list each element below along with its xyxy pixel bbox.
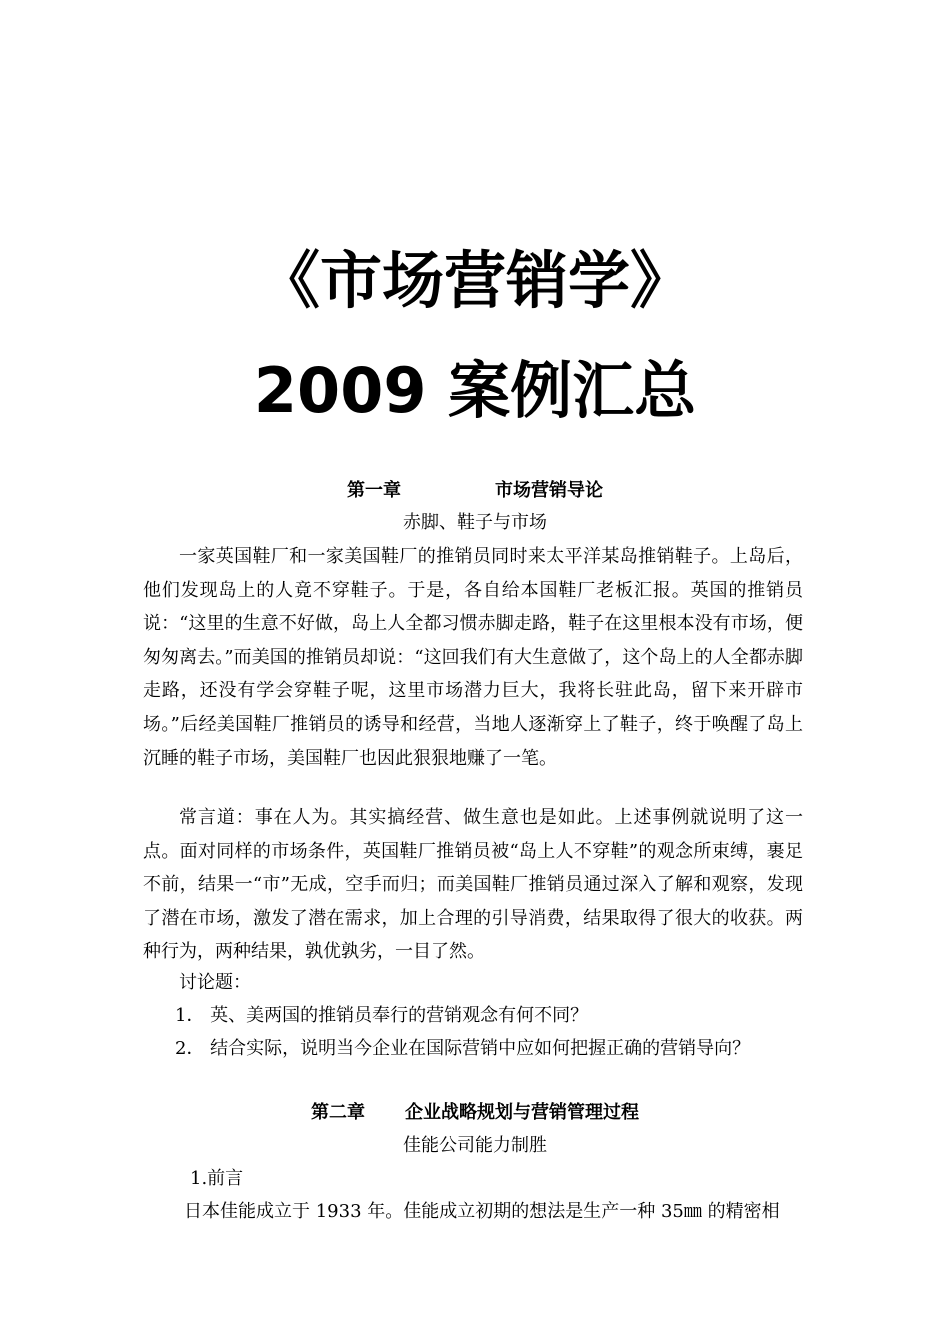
chapter-1-number: 第一章 [347,480,401,501]
chapter-2-name: 企业战略规划与营销管理过程 [405,1102,639,1123]
chapter-2-first-line: 日本佳能成立于 1933 年。佳能成立初期的想法是生产一种 35㎜ 的精密相 [184,1201,780,1222]
chapter-2-section-heading: 1.前言 [190,1168,244,1189]
chapter-2-number: 第二章 [311,1102,365,1123]
document-title-line-2: 2009 案例汇总 [253,354,697,427]
document-title-line-1: 《市场营销学》 [257,244,692,317]
chapter-2-heading [0,1104,950,1122]
discussion-question-1: 1． 英、美两国的推销员奉行的营销观念有何不同？ [175,1005,589,1026]
chapter-1-case-title: 赤脚、鞋子与市场 [403,512,547,533]
chapter-1-paragraph-2: 常言道：事在人为。其实搞经营、做生意也是如此。上述事例就说明了这一点。面对同样的市场条件，英国鞋厂推销员被“岛上人不穿鞋”的观念所束缚，裹足不前，结果一“市”无成，空手而归；而美国鞋厂推销员通过深入了解和观察，发现了潜在市场，激发了潜在需求，加上合理的引导消费，结果取得了很大的收获。两种行为，两种结果，孰优孰劣，一目了然。 [143,807,803,963]
discussion-label: 讨论题： [179,972,251,993]
chapter-1-heading [0,482,950,500]
discussion-question-2: 2． 结合实际，说明当今企业在国际营销中应如何把握正确的营销导向？ [175,1038,751,1059]
chapter-2-case-title: 佳能公司能力制胜 [403,1135,547,1156]
chapter-1-name: 市场营销导论 [495,480,603,501]
chapter-1-paragraph-1: 一家英国鞋厂和一家美国鞋厂的推销员同时来太平洋某岛推销鞋子。上岛后，他们发现岛上的人竟不穿鞋子。于是，各自给本国鞋厂老板汇报。英国的推销员说：“这里的生意不好做，岛上人全都习惯赤脚走路，鞋子在这里根本没有市场，便匆匆离去。”而美国的推销员却说：“这回我们有大生意做了，这个岛上的人全都赤脚走路，还没有学会穿鞋子呢，这里市场潜力巨大，我将长驻此岛，留下来开辟市场。”后经美国鞋厂推销员的诱导和经营，当地人逐渐穿上了鞋子，终于唤醒了岛上沉睡的鞋子市场，美国鞋厂也因此狠狠地赚了一笔。 [143,546,803,769]
